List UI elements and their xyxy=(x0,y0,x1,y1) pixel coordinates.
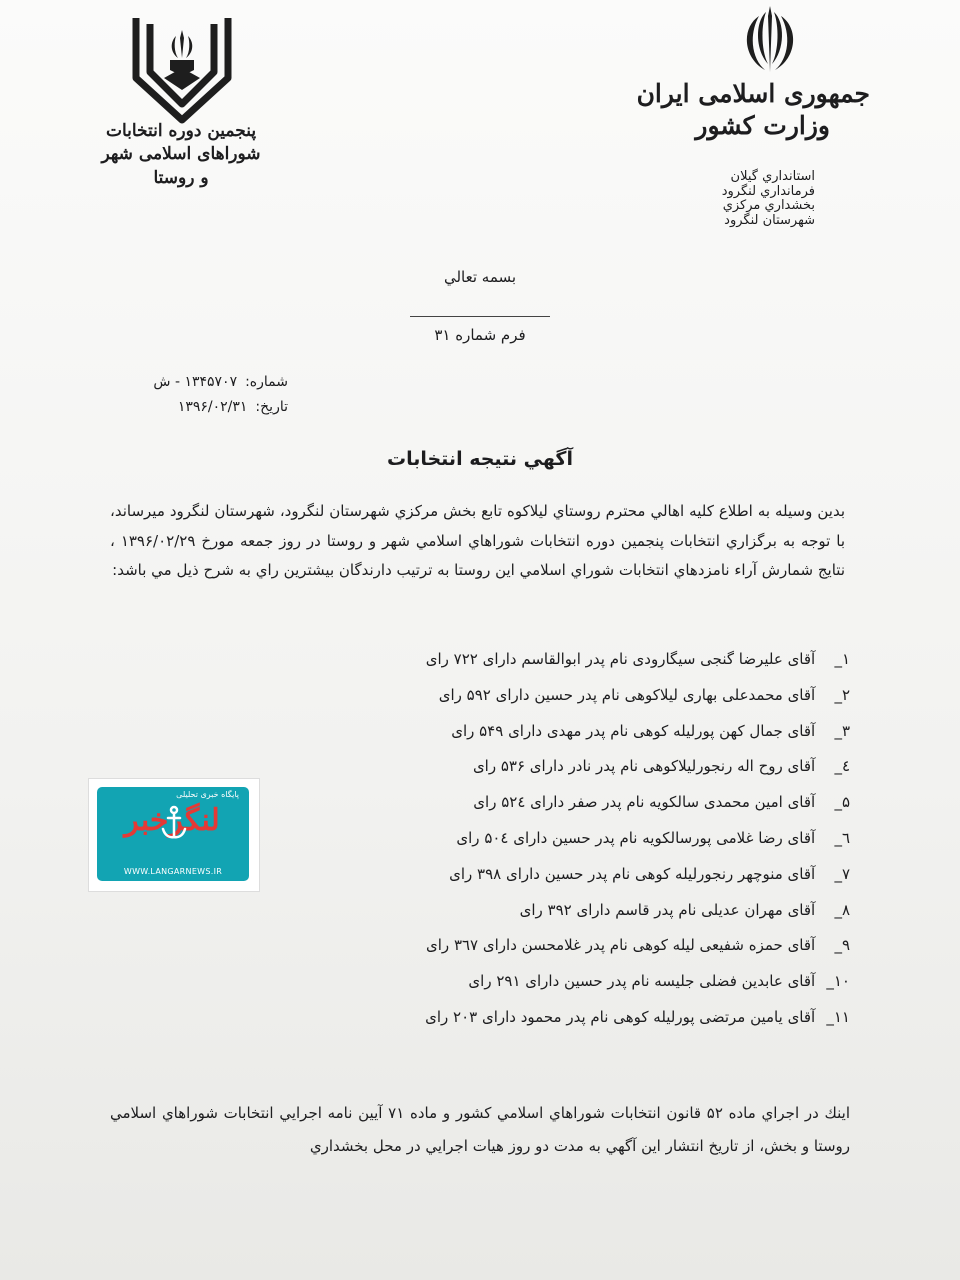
letter-date-row xyxy=(153,395,288,420)
watermark-caption: پایگاه خبری تحلیلی xyxy=(176,790,239,799)
bismillah-heading: بسمه تعالي xyxy=(443,268,517,286)
office-line: شهرستان لنگرود xyxy=(724,212,815,228)
news-watermark xyxy=(88,778,260,892)
item-text: آقای منوچهر رنجورلیله کوهی نام پدر حسین دارای ۳۹۸ رای xyxy=(449,864,816,883)
election-line-1: پنجمین دوره انتخابات xyxy=(105,121,257,141)
item-text: آقای علیرضا گنجی سیگارودی نام پدر ابوالقاسم دارای ۷۲۲ رای xyxy=(425,650,816,668)
list-item xyxy=(425,683,850,719)
date-label: تاريخ: xyxy=(255,399,288,415)
item-number: ۱۰_ xyxy=(826,972,850,991)
item-number: ۷_ xyxy=(834,864,850,883)
form-number: فرم شماره ۳۱ xyxy=(434,326,526,344)
divider xyxy=(410,316,550,317)
anchor-icon xyxy=(159,805,189,841)
item-number: ۱۱_ xyxy=(826,1007,850,1026)
office-line: استانداري گيلان xyxy=(730,169,815,184)
national-emblem-icon xyxy=(735,2,805,77)
item-text: آقای مهران عدیلی نام پدر قاسم دارای ۳۹۲ رای xyxy=(519,900,816,919)
number-value: ۱۳۴۵۷۰۷ - ش xyxy=(153,374,238,390)
document-title: آگهي نتيجه انتخابات xyxy=(386,448,573,470)
item-text: آقای امین محمدی سالکویه نام پدر صفر دارای ۵۲٤ رای xyxy=(473,793,816,812)
office-line: فرمانداري لنگرود xyxy=(721,183,815,199)
ministry-heading xyxy=(637,78,870,142)
election-logo-text xyxy=(96,120,266,190)
list-item xyxy=(425,1005,850,1041)
candidate-list xyxy=(425,647,850,1041)
list-item xyxy=(425,719,850,755)
list-item xyxy=(425,754,850,790)
letter-meta xyxy=(153,370,288,420)
item-text: آقای عابدین فضلی جلیسه نام پدر حسین دارای ۲۹۱ رای xyxy=(468,972,816,991)
item-number: ۳_ xyxy=(834,721,850,740)
item-number: ٦_ xyxy=(834,828,850,847)
item-text: آقای محمدعلی بهاری لیلاکوهی نام پدر حسین دارای ۵۹۲ رای xyxy=(438,685,816,704)
list-item xyxy=(425,969,850,1005)
item-number: ۹_ xyxy=(834,936,850,955)
closing-paragraph: اينك در اجراي ماده ۵۲ قانون انتخابات شوراهاي اسلامي كشور و ماده ۷۱ آيين نامه اجرايي انتخابات شوراهاي اسلامي روستا و بخش، از تاريخ انتشار اين آگهي به مدت دو روز هيات اجرايي در محل بخشداري xyxy=(110,1104,850,1155)
item-number: ۵_ xyxy=(834,793,850,812)
intro-paragraph: بدين وسيله به اطلاع كليه اهالي محترم روستاي ليلاكوه تابع بخش مركزي شهرستان لنگرود، شهرستان لنگرود ميرساند، با توجه به برگزاري انتخابات پنجمين دوره انتخابات شوراهاي اسلامي شهر و روستا در روز جمعه مورخ ۱۳۹۶/۰۲/۲۹ ، نتايج شمارش آراء نامزدهاي انتخابات شوراي اسلامي اين روستا به ترتيب دارندگان بيشترين راي به شرح ذيل مي باشد: xyxy=(110,502,845,579)
list-item xyxy=(425,933,850,969)
item-text: آقای روح اله رنجورلیلاکوهی نام پدر نادر دارای ۵۳۶ رای xyxy=(472,757,816,776)
list-item xyxy=(425,790,850,826)
letter-number-row xyxy=(153,370,288,395)
office-line: بخشداري مركزي xyxy=(722,198,815,213)
watermark-title: لنگرخبر xyxy=(124,803,220,838)
item-number: ٤_ xyxy=(834,757,850,776)
item-number: ۲_ xyxy=(834,685,850,704)
list-item xyxy=(425,647,850,683)
item-text: آقای حمزه شفیعی لیله کوهی نام پدر غلامحسن دارای ۳٦۷ رای xyxy=(426,936,816,955)
number-label: شماره: xyxy=(245,374,288,390)
list-item xyxy=(425,898,850,934)
item-text: آقای یامین مرتضی پورلیله کوهی نام پدر محمود دارای ۲۰۳ رای xyxy=(425,1007,816,1026)
office-block xyxy=(722,170,815,228)
list-item xyxy=(425,862,850,898)
item-text: آقای رضا غلامی پورسالکویه نام پدر حسین دارای ۵۰٤ رای xyxy=(456,828,816,847)
ministry-line-1: جمهوری اسلامی ایران xyxy=(636,79,870,108)
ballot-box-logo-icon xyxy=(128,12,236,127)
ministry-line-2: وزارت کشور xyxy=(695,111,830,140)
list-item xyxy=(425,826,850,862)
date-value: ۱۳۹۶/۰۲/۳۱ xyxy=(177,399,248,415)
watermark-card xyxy=(97,787,249,881)
election-line-2: شوراهای اسلامی شهر و روستا xyxy=(101,144,261,188)
item-text: آقای جمال کهن پورلیله کوهی نام پدر مهدی دارای ۵۴۹ رای xyxy=(451,721,816,740)
watermark-url: WWW.LANGARNEWS.IR xyxy=(123,867,223,876)
item-number: ۸_ xyxy=(834,900,850,919)
item-number: ۱_ xyxy=(834,650,850,668)
